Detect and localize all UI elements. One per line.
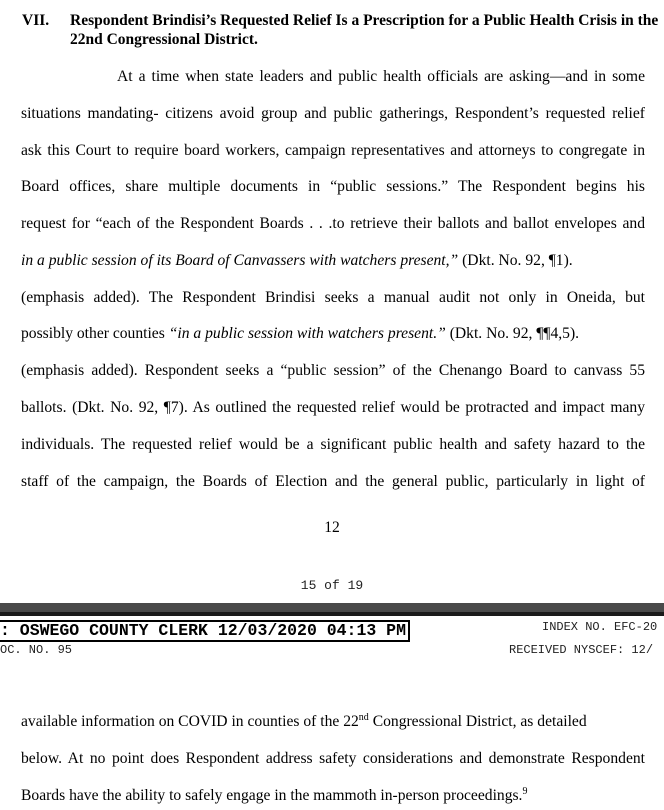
page-separator-dark [0, 612, 664, 616]
section-number: VII. [22, 12, 50, 29]
body-line-2: situations mandating- citizens avoid group and public gatherings, Respondent’s requested relief [21, 105, 645, 122]
body-line-10: ballots. (Dkt. No. 92, ¶7). As outlined the requested relief would be protracted and impact many [21, 399, 645, 416]
body-line-9: (emphasis added). Respondent seeks a “public session” of the Chenango Board to canvass 55 [21, 362, 645, 379]
footnote-marker: 9 [522, 785, 528, 797]
received-nyscef: RECEIVED NYSCEF: 12/ [509, 643, 654, 657]
line-text: available information on COVID in counties of the 22 [21, 713, 359, 730]
body-line-11: individuals. The requested relief would be a significant public health and safety hazard to the [21, 436, 645, 453]
body-line-6 [21, 251, 645, 271]
body-line-8 [21, 324, 645, 344]
line-prefix: possibly other counties [21, 325, 169, 342]
body-line-5: request for “each of the Respondent Boards . . .to retrieve their ballots and ballot envelopes and [21, 215, 645, 232]
line-text: Boards have the ability to safely engage in the mammoth in-person proceedings. [21, 787, 523, 804]
body-line-1: At a time when state leaders and public health officials are asking—and in some [117, 68, 645, 85]
page-counter: 15 of 19 [300, 578, 364, 593]
next-page-line-1 [21, 712, 645, 732]
clerk-filing-stamp: : OSWEGO COUNTY CLERK 12/03/2020 04:13 PM [0, 620, 410, 642]
body-line-3: ask this Court to require board workers, campaign representatives and attorneys to congregate in [21, 142, 645, 159]
superscript: nd [358, 711, 369, 723]
quote-italic: “in a public session with watchers present.” [168, 325, 446, 342]
citation-text: (Dkt. No. 92, ¶1). [458, 252, 573, 269]
section-title: Respondent Brindisi’s Requested Relief Is a Prescription for a Public Health Crisis in the 22nd Congressional District. [70, 12, 659, 48]
index-number: INDEX NO. EFC-20 [542, 620, 658, 634]
citation-text: (Dkt. No. 92, ¶¶4,5). [445, 325, 580, 342]
next-page-line-2: below. At no point does Respondent address safety considerations and demonstrate Respondent [21, 750, 645, 767]
next-page-line-3 [21, 786, 645, 806]
doc-number: OC. NO. 95 [0, 643, 73, 657]
quote-italic: in a public session of its Board of Canvassers with watchers present,” [21, 252, 459, 269]
body-line-12: staff of the campaign, the Boards of Election and the general public, particularly in light of [21, 473, 645, 490]
body-line-4: Board offices, share multiple documents in “public sessions.” The Respondent begins his [21, 178, 645, 195]
line-text-continued: Congressional District, as detailed [368, 713, 587, 730]
page-number: 12 [324, 519, 340, 536]
page-separator [0, 603, 664, 612]
body-line-7: (emphasis added). The Respondent Brindisi seeks a manual audit not only in Oneida, but [21, 289, 645, 306]
